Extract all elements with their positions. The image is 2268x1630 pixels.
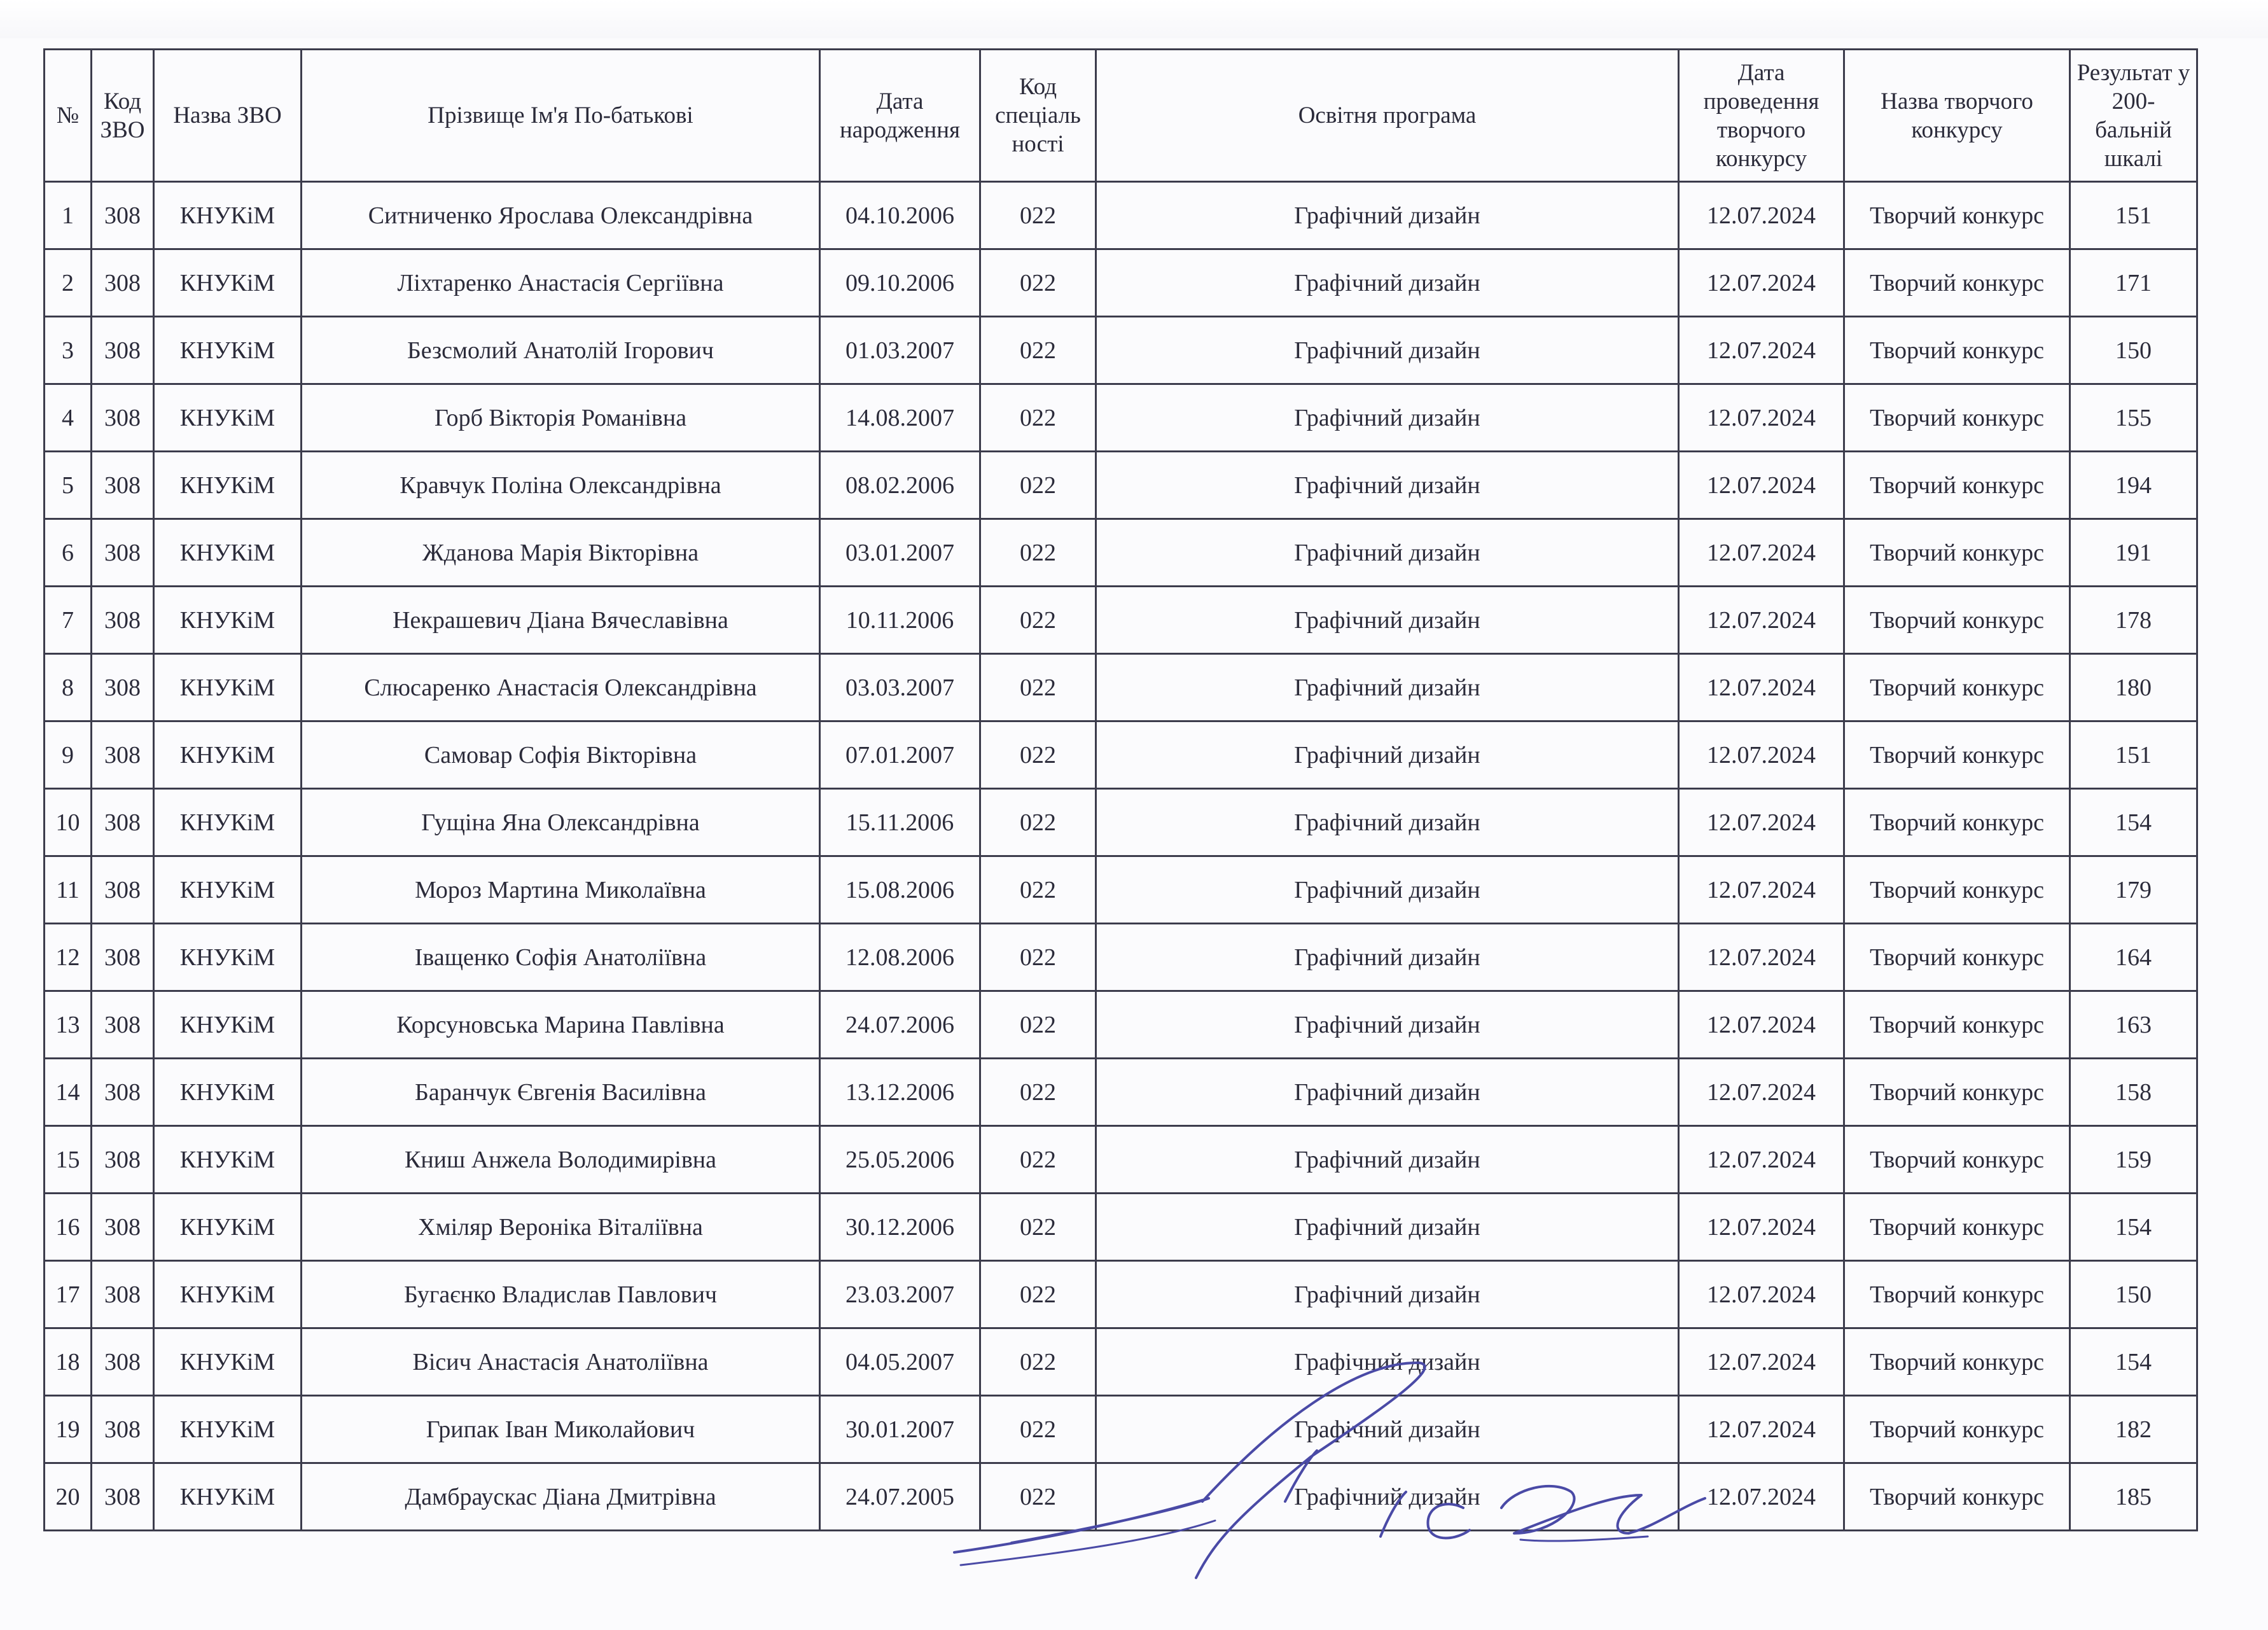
cell-contest-date: 12.07.2024 [1679,519,1844,587]
cell-program: Графічний дизайн [1096,182,1679,249]
cell-institution-name: КНУКіМ [154,1194,302,1261]
table-header-row [45,50,2197,182]
header-cell-program: Освітня програма [1096,50,1679,182]
cell-contest-name: Творчий конкурс [1844,249,2070,317]
cell-score: 185 [2070,1463,2197,1531]
cell-number: 7 [45,587,92,654]
header-cell-contest-name: Назва творчого конкурсу [1844,50,2070,182]
cell-institution-code: 308 [92,452,154,519]
cell-score: 154 [2070,1194,2197,1261]
cell-birth-date: 04.10.2006 [820,182,980,249]
cell-full-name: Корсуновська Марина Павлівна [302,991,820,1059]
cell-number: 20 [45,1463,92,1531]
cell-full-name: Мороз Мартина Миколаївна [302,856,820,924]
cell-specialty-code: 022 [980,452,1096,519]
cell-birth-date: 07.01.2007 [820,721,980,789]
cell-contest-date: 12.07.2024 [1679,1463,1844,1531]
cell-specialty-code: 022 [980,182,1096,249]
cell-full-name: Вісич Анастасія Анатоліївна [302,1328,820,1396]
cell-full-name: Кравчук Поліна Олександрівна [302,452,820,519]
cell-full-name: Горб Вікторія Романівна [302,384,820,452]
cell-specialty-code: 022 [980,856,1096,924]
cell-contest-name: Творчий конкурс [1844,654,2070,721]
cell-full-name: Іващенко Софія Анатоліївна [302,924,820,991]
cell-institution-code: 308 [92,721,154,789]
cell-birth-date: 04.05.2007 [820,1328,980,1396]
cell-program: Графічний дизайн [1096,1194,1679,1261]
cell-program: Графічний дизайн [1096,317,1679,384]
cell-program: Графічний дизайн [1096,452,1679,519]
cell-institution-code: 308 [92,587,154,654]
cell-number: 18 [45,1328,92,1396]
cell-institution-name: КНУКіМ [154,1463,302,1531]
cell-birth-date: 24.07.2006 [820,991,980,1059]
cell-number: 19 [45,1396,92,1463]
cell-number: 13 [45,991,92,1059]
cell-specialty-code: 022 [980,1261,1096,1328]
table-row [45,182,2197,249]
cell-contest-date: 12.07.2024 [1679,587,1844,654]
cell-birth-date: 30.12.2006 [820,1194,980,1261]
cell-score: 158 [2070,1059,2197,1126]
cell-specialty-code: 022 [980,1194,1096,1261]
cell-program: Графічний дизайн [1096,1126,1679,1194]
table-body [45,182,2197,1531]
cell-full-name: Грипак Іван Миколайович [302,1396,820,1463]
cell-contest-date: 12.07.2024 [1679,856,1844,924]
header-cell-score: Результат у 200-бальній шкалі [2070,50,2197,182]
cell-specialty-code: 022 [980,789,1096,856]
cell-contest-date: 12.07.2024 [1679,384,1844,452]
cell-contest-name: Творчий конкурс [1844,1194,2070,1261]
cell-contest-name: Творчий конкурс [1844,1396,2070,1463]
header-cell-institution-code: Код ЗВО [92,50,154,182]
cell-full-name: Хміляр Вероніка Віталіївна [302,1194,820,1261]
cell-full-name: Книш Анжела Володимирівна [302,1126,820,1194]
cell-program: Графічний дизайн [1096,384,1679,452]
cell-institution-name: КНУКіМ [154,587,302,654]
cell-contest-date: 12.07.2024 [1679,182,1844,249]
cell-specialty-code: 022 [980,317,1096,384]
cell-score: 178 [2070,587,2197,654]
cell-contest-name: Творчий конкурс [1844,1463,2070,1531]
table-row [45,1261,2197,1328]
cell-birth-date: 03.03.2007 [820,654,980,721]
cell-contest-name: Творчий конкурс [1844,856,2070,924]
cell-contest-date: 12.07.2024 [1679,924,1844,991]
cell-program: Графічний дизайн [1096,1328,1679,1396]
cell-institution-code: 308 [92,1126,154,1194]
cell-number: 10 [45,789,92,856]
cell-score: 159 [2070,1126,2197,1194]
cell-institution-code: 308 [92,182,154,249]
cell-program: Графічний дизайн [1096,249,1679,317]
cell-contest-name: Творчий конкурс [1844,384,2070,452]
scan-edge [0,0,2268,38]
cell-program: Графічний дизайн [1096,1463,1679,1531]
table-row [45,1059,2197,1126]
table-row [45,452,2197,519]
cell-program: Графічний дизайн [1096,519,1679,587]
table-row [45,1194,2197,1261]
cell-number: 1 [45,182,92,249]
cell-contest-name: Творчий конкурс [1844,1126,2070,1194]
cell-institution-name: КНУКіМ [154,317,302,384]
cell-number: 5 [45,452,92,519]
cell-institution-name: КНУКіМ [154,924,302,991]
cell-specialty-code: 022 [980,587,1096,654]
cell-number: 8 [45,654,92,721]
cell-institution-code: 308 [92,991,154,1059]
cell-specialty-code: 022 [980,519,1096,587]
cell-full-name: Самовар Софія Вікторівна [302,721,820,789]
table-row [45,249,2197,317]
cell-full-name: Гущіна Яна Олександрівна [302,789,820,856]
cell-institution-code: 308 [92,1463,154,1531]
table-row [45,654,2197,721]
cell-birth-date: 15.08.2006 [820,856,980,924]
cell-contest-name: Творчий конкурс [1844,587,2070,654]
cell-specialty-code: 022 [980,721,1096,789]
cell-score: 154 [2070,1328,2197,1396]
table-row [45,789,2197,856]
cell-institution-name: КНУКіМ [154,721,302,789]
cell-birth-date: 08.02.2006 [820,452,980,519]
cell-institution-name: КНУКіМ [154,654,302,721]
cell-institution-name: КНУКіМ [154,249,302,317]
cell-number: 9 [45,721,92,789]
cell-institution-name: КНУКіМ [154,856,302,924]
cell-birth-date: 15.11.2006 [820,789,980,856]
cell-contest-date: 12.07.2024 [1679,1328,1844,1396]
cell-birth-date: 14.08.2007 [820,384,980,452]
header-cell-full-name: Прізвище Ім'я По-батькові [302,50,820,182]
table-row [45,924,2197,991]
cell-program: Графічний дизайн [1096,1261,1679,1328]
cell-program: Графічний дизайн [1096,924,1679,991]
cell-specialty-code: 022 [980,924,1096,991]
cell-full-name: Слюсаренко Анастасія Олександрівна [302,654,820,721]
cell-contest-name: Творчий конкурс [1844,991,2070,1059]
cell-contest-name: Творчий конкурс [1844,182,2070,249]
cell-specialty-code: 022 [980,991,1096,1059]
cell-program: Графічний дизайн [1096,1396,1679,1463]
cell-number: 2 [45,249,92,317]
cell-birth-date: 13.12.2006 [820,1059,980,1126]
cell-full-name: Бугаєнко Владислав Павлович [302,1261,820,1328]
cell-contest-date: 12.07.2024 [1679,1261,1844,1328]
cell-number: 12 [45,924,92,991]
cell-contest-date: 12.07.2024 [1679,789,1844,856]
table-row [45,1126,2197,1194]
cell-program: Графічний дизайн [1096,587,1679,654]
cell-full-name: Баранчук Євгенія Василівна [302,1059,820,1126]
cell-contest-name: Творчий конкурс [1844,1059,2070,1126]
cell-institution-code: 308 [92,1059,154,1126]
cell-score: 163 [2070,991,2197,1059]
cell-birth-date: 12.08.2006 [820,924,980,991]
cell-institution-name: КНУКіМ [154,789,302,856]
cell-contest-date: 12.07.2024 [1679,654,1844,721]
cell-score: 182 [2070,1396,2197,1463]
cell-institution-name: КНУКіМ [154,384,302,452]
cell-institution-name: КНУКіМ [154,519,302,587]
cell-institution-code: 308 [92,317,154,384]
cell-institution-code: 308 [92,1328,154,1396]
cell-contest-date: 12.07.2024 [1679,721,1844,789]
cell-specialty-code: 022 [980,654,1096,721]
cell-institution-code: 308 [92,924,154,991]
cell-contest-name: Творчий конкурс [1844,317,2070,384]
cell-program: Графічний дизайн [1096,789,1679,856]
table-row [45,856,2197,924]
cell-score: 194 [2070,452,2197,519]
cell-program: Графічний дизайн [1096,991,1679,1059]
cell-full-name: Ліхтаренко Анастасія Сергіївна [302,249,820,317]
cell-score: 151 [2070,182,2197,249]
cell-institution-code: 308 [92,789,154,856]
cell-full-name: Безсмолий Анатолій Ігорович [302,317,820,384]
cell-institution-name: КНУКіМ [154,182,302,249]
cell-birth-date: 10.11.2006 [820,587,980,654]
cell-score: 191 [2070,519,2197,587]
results-table [43,48,2198,1531]
cell-institution-name: КНУКіМ [154,991,302,1059]
cell-specialty-code: 022 [980,249,1096,317]
cell-full-name: Некрашевич Діана Вячеславівна [302,587,820,654]
header-cell-institution-name: Назва ЗВО [154,50,302,182]
cell-institution-code: 308 [92,384,154,452]
cell-full-name: Ситниченко Ярослава Олександрівна [302,182,820,249]
cell-contest-date: 12.07.2024 [1679,1126,1844,1194]
cell-institution-code: 308 [92,519,154,587]
handwritten-signature [942,1349,1743,1591]
cell-number: 4 [45,384,92,452]
cell-contest-name: Творчий конкурс [1844,452,2070,519]
cell-score: 151 [2070,721,2197,789]
cell-program: Графічний дизайн [1096,654,1679,721]
cell-number: 17 [45,1261,92,1328]
cell-birth-date: 09.10.2006 [820,249,980,317]
cell-institution-name: КНУКіМ [154,1261,302,1328]
table-row [45,317,2197,384]
cell-institution-name: КНУКіМ [154,1059,302,1126]
cell-number: 3 [45,317,92,384]
cell-specialty-code: 022 [980,1463,1096,1531]
cell-contest-date: 12.07.2024 [1679,991,1844,1059]
cell-program: Графічний дизайн [1096,1059,1679,1126]
cell-institution-name: КНУКіМ [154,1396,302,1463]
cell-institution-code: 308 [92,1261,154,1328]
cell-contest-date: 12.07.2024 [1679,452,1844,519]
header-cell-contest-date: Дата проведення творчого конкурсу [1679,50,1844,182]
cell-program: Графічний дизайн [1096,721,1679,789]
cell-full-name: Дамбраускас Діана Дмитрівна [302,1463,820,1531]
cell-score: 164 [2070,924,2197,991]
header-cell-specialty-code: Код спеціаль ності [980,50,1096,182]
cell-institution-name: КНУКіМ [154,1126,302,1194]
cell-birth-date: 24.07.2005 [820,1463,980,1531]
cell-score: 171 [2070,249,2197,317]
cell-institution-code: 308 [92,1194,154,1261]
table-row [45,721,2197,789]
cell-number: 14 [45,1059,92,1126]
cell-birth-date: 01.03.2007 [820,317,980,384]
cell-birth-date: 23.03.2007 [820,1261,980,1328]
cell-contest-date: 12.07.2024 [1679,1396,1844,1463]
header-cell-birth-date: Дата народження [820,50,980,182]
cell-contest-name: Творчий конкурс [1844,924,2070,991]
cell-score: 179 [2070,856,2197,924]
cell-specialty-code: 022 [980,1059,1096,1126]
cell-contest-name: Творчий конкурс [1844,1328,2070,1396]
cell-specialty-code: 022 [980,384,1096,452]
table-row [45,587,2197,654]
cell-score: 155 [2070,384,2197,452]
cell-contest-date: 12.07.2024 [1679,249,1844,317]
cell-birth-date: 03.01.2007 [820,519,980,587]
cell-program: Графічний дизайн [1096,856,1679,924]
cell-institution-name: КНУКіМ [154,452,302,519]
cell-contest-name: Творчий конкурс [1844,1261,2070,1328]
cell-specialty-code: 022 [980,1328,1096,1396]
cell-contest-date: 12.07.2024 [1679,1059,1844,1126]
cell-number: 11 [45,856,92,924]
cell-number: 15 [45,1126,92,1194]
cell-contest-name: Творчий конкурс [1844,721,2070,789]
cell-number: 16 [45,1194,92,1261]
cell-institution-code: 308 [92,249,154,317]
cell-birth-date: 30.01.2007 [820,1396,980,1463]
cell-birth-date: 25.05.2006 [820,1126,980,1194]
cell-contest-date: 12.07.2024 [1679,1194,1844,1261]
cell-contest-name: Творчий конкурс [1844,789,2070,856]
cell-score: 150 [2070,1261,2197,1328]
table-row [45,991,2197,1059]
header-cell-number: № [45,50,92,182]
cell-institution-name: КНУКіМ [154,1328,302,1396]
cell-number: 6 [45,519,92,587]
cell-score: 154 [2070,789,2197,856]
cell-contest-name: Творчий конкурс [1844,519,2070,587]
cell-full-name: Жданова Марія Вікторівна [302,519,820,587]
cell-contest-date: 12.07.2024 [1679,317,1844,384]
cell-institution-code: 308 [92,856,154,924]
cell-score: 180 [2070,654,2197,721]
cell-institution-code: 308 [92,1396,154,1463]
cell-institution-code: 308 [92,654,154,721]
table-row [45,384,2197,452]
table-row [45,519,2197,587]
cell-score: 150 [2070,317,2197,384]
cell-specialty-code: 022 [980,1126,1096,1194]
cell-specialty-code: 022 [980,1396,1096,1463]
